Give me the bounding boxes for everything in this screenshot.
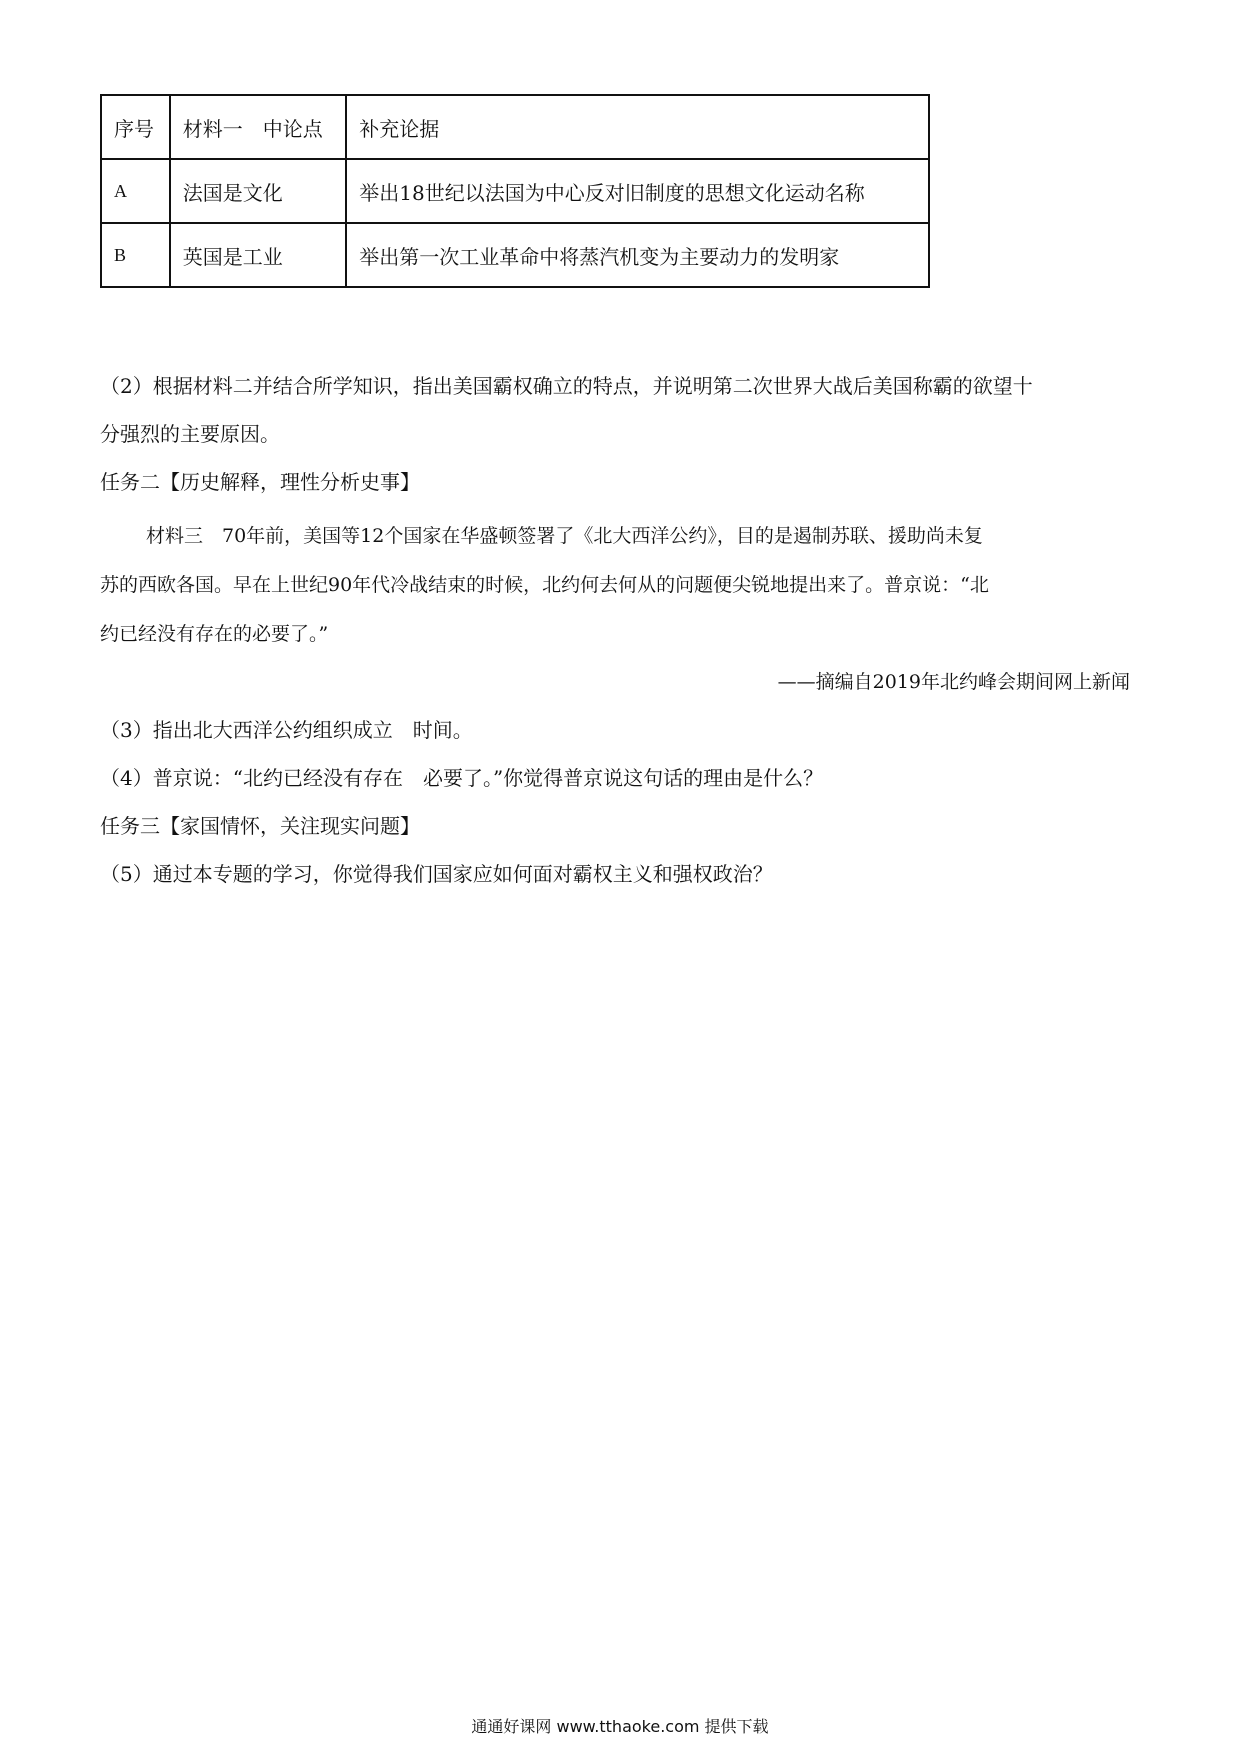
table-header-cell: 材料一 中论点 [170,95,347,159]
table-header-cell: 补充论据 [346,95,929,159]
question-4: （4）普京说：“北约已经没有存在 必要了。”你觉得普京说这句话的理由是什么？ [100,766,824,790]
table-cell: 英国是工业 [170,223,347,287]
task-3-title: 任务三【家国情怀，关注现实问题】 [100,814,420,838]
material-3-line-3: 约已经没有存在的必要了。” [100,623,329,645]
question-2-line-1: （2）根据材料二并结合所学知识，指出美国霸权确立的特点，并说明第二次世界大战后美国称霸的欲望十 [100,374,1033,398]
question-5: （5）通过本专题的学习，你觉得我们国家应如何面对霸权主义和强权政治？ [100,862,773,886]
table-row [101,223,929,287]
evidence-table [100,94,930,288]
table-cell: B [101,223,170,287]
table-cell: 法国是文化 [170,159,347,223]
material-3-line-2: 苏的西欧各国。早在上世纪90年代冷战结束的时候，北约何去何从的问题便尖锐地提出来了。普京说：“北 [100,574,989,596]
table-header-row [101,95,929,159]
task-2-title: 任务二【历史解释，理性分析史事】 [100,470,420,494]
table-cell: 举出第一次工业革命中将蒸汽机变为主要动力的发明家 [346,223,929,287]
table-row [101,159,929,223]
material-3-line-1: 材料三 70年前，美国等12个国家在华盛顿签署了《北大西洋公约》，目的是遏制苏联、援助尚未复 [146,525,983,547]
material-3-source: ——摘编自2019年北约峰会期间网上新闻 [777,671,1130,693]
table-cell: A [101,159,170,223]
question-2-line-2: 分强烈的主要原因。 [100,422,280,446]
footer-watermark: 通通好课网 www.tthaoke.com 提供下载 [471,1717,769,1736]
question-3: （3）指出北大西洋公约组织成立 时间。 [100,718,473,742]
table-header-cell: 序号 [101,95,170,159]
table-cell: 举出18世纪以法国为中心反对旧制度的思想文化运动名称 [346,159,929,223]
